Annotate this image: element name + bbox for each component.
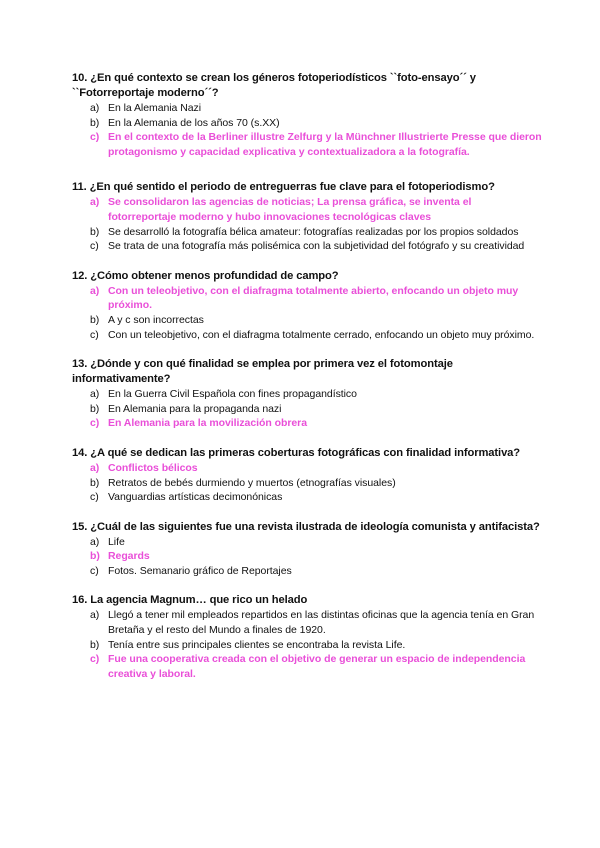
option-letter: a) (90, 388, 100, 401)
option-text: Retratos de bebés durmiendo y muertos (etnografías visuales) (108, 476, 396, 489)
option-letter: a) (90, 196, 100, 209)
question-block (72, 520, 542, 579)
option-item (72, 101, 542, 116)
question-number: 13. (72, 358, 88, 371)
question-text: ¿A qué se dedican las primeras coberturas fotográficas con finalidad informativa? (90, 446, 521, 459)
question-block (72, 593, 542, 681)
option-list (72, 535, 542, 579)
question-list (72, 71, 542, 696)
question-text: ¿En qué sentido el periodo de entreguerras fue clave para el fotoperiodismo? (89, 181, 495, 194)
question-title (72, 520, 542, 535)
option-text: A y c son incorrectas (108, 313, 204, 326)
option-item (72, 116, 542, 131)
option-letter: c) (90, 240, 99, 253)
option-item (72, 239, 542, 254)
option-letter: a) (90, 284, 100, 297)
option-text: Se trata de una fotografía más polisémica con la subjetividad del fotógrafo y su creatividad (108, 240, 525, 253)
option-item-correct (72, 130, 542, 159)
option-item-correct (72, 461, 542, 476)
option-item (72, 490, 542, 505)
question-number: 15. (72, 520, 88, 533)
option-letter: c) (90, 131, 100, 144)
option-item (72, 225, 542, 240)
option-list (72, 387, 542, 431)
option-text: Life (108, 535, 125, 548)
option-text: Llegó a tener mil empleados repartidos en las distintas oficinas que la agencia tenía en Gran Bretaña y el resto del Mundo a finales de 1920. (108, 609, 535, 637)
question-block (72, 446, 542, 505)
question-number: 12. (72, 269, 88, 282)
question-number: 11. (72, 181, 87, 194)
question-text: La agencia Magnum… que rico un helado (90, 594, 308, 607)
question-text: ¿Dónde y con qué finalidad se emplea por primera vez el fotomontaje informativamente? (72, 358, 453, 386)
option-letter: b) (90, 116, 100, 129)
option-letter: c) (90, 491, 99, 504)
option-text: Conflictos bélicos (108, 461, 198, 474)
option-item-correct (72, 195, 542, 224)
option-item-correct (72, 416, 542, 431)
option-text: Tenía entre sus principales clientes se encontraba la revista Life. (108, 638, 406, 651)
question-text: ¿En qué contexto se crean los géneros fotoperiodísticos ``foto-ensayo´´ y ``Fotorreportaje moderno´´? (72, 72, 476, 99)
option-text: Vanguardias artísticas decimonónicas (108, 491, 283, 504)
option-item-correct (72, 549, 542, 564)
option-letter: b) (90, 225, 100, 238)
question-block (72, 180, 542, 253)
option-item (72, 402, 542, 417)
option-letter: b) (90, 550, 100, 563)
option-item (72, 535, 542, 550)
option-text: En el contexto de la Berliner illustre Zelfurg y la Münchner Illustrierte Presse que dieron protagonismo y capacidad explicativa y contextualizadora a la fotografía. (108, 131, 542, 158)
option-letter: b) (90, 313, 100, 326)
question-block (72, 269, 542, 342)
option-text: Se desarrolló la fotografía bélica amateur: fotografías realizadas por los propios soldados (108, 225, 519, 238)
option-list (72, 101, 542, 159)
option-letter: b) (90, 638, 100, 651)
option-item (72, 608, 542, 637)
option-text: Regards (108, 550, 150, 563)
option-letter: a) (90, 535, 100, 548)
question-number: 16. (72, 594, 88, 607)
option-item-correct (72, 284, 542, 313)
option-item (72, 313, 542, 328)
question-number: 10. (72, 72, 88, 84)
option-item (72, 328, 542, 343)
question-title (72, 446, 542, 461)
option-item (72, 564, 542, 579)
option-text: Con un teleobjetivo, con el diafragma totalmente cerrado, enfocando un objeto muy próximo. (108, 328, 535, 341)
option-text: En la Guerra Civil Española con fines propagandístico (108, 388, 357, 401)
option-letter: a) (90, 102, 100, 114)
option-text: En Alemania para la movilización obrera (108, 417, 307, 430)
question-number: 14. (72, 446, 88, 459)
question-title (72, 269, 542, 284)
option-letter: c) (90, 564, 99, 577)
question-block (72, 357, 542, 431)
question-block (72, 71, 542, 159)
option-text: En Alemania para la propaganda nazi (108, 402, 282, 415)
option-letter: c) (90, 417, 100, 430)
option-text: Fue una cooperativa creada con el objetivo de generar un espacio de independencia creativa y laboral. (108, 653, 526, 680)
option-letter: c) (90, 653, 100, 666)
question-title (72, 357, 542, 387)
question-text: ¿Cuál de las siguientes fue una revista ilustrada de ideología comunista y antifacista? (90, 520, 540, 533)
option-list (72, 195, 542, 253)
option-letter: c) (90, 328, 99, 341)
option-text: En la Alemania de los años 70 (s.XX) (108, 116, 280, 129)
option-text: Fotos. Semanario gráfico de Reportajes (108, 564, 292, 577)
question-title (72, 71, 542, 101)
option-letter: a) (90, 609, 100, 622)
option-letter: b) (90, 402, 100, 415)
option-item (72, 476, 542, 491)
question-title (72, 180, 542, 195)
question-text: ¿Cómo obtener menos profundidad de campo? (90, 269, 339, 282)
option-text: En la Alemania Nazi (108, 102, 202, 114)
option-list (72, 284, 542, 342)
option-item (72, 387, 542, 402)
option-text: Se consolidaron las agencias de noticias; La prensa gráfica, se inventa el fotorreportaje moderno y hubo innovaciones tecnológicas claves (108, 196, 472, 223)
option-letter: a) (90, 461, 100, 474)
option-list (72, 461, 542, 505)
option-text: Con un teleobjetivo, con el diafragma totalmente abierto, enfocando un objeto muy próximo. (108, 284, 519, 312)
option-item-correct (72, 652, 542, 681)
question-title (72, 593, 542, 608)
option-list (72, 608, 542, 681)
option-item (72, 638, 542, 653)
option-letter: b) (90, 476, 100, 489)
